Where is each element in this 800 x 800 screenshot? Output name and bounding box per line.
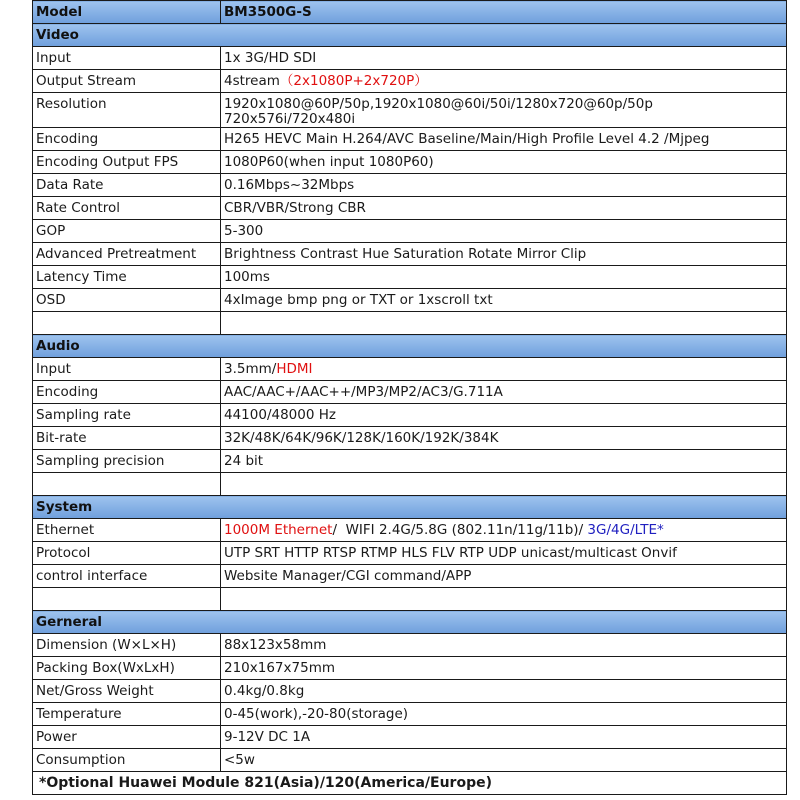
spec-value: 88x123x58mm	[221, 634, 787, 657]
spec-label: Input	[33, 47, 221, 70]
spec-value-text: 3.5mm/	[224, 361, 277, 377]
section-header-system	[33, 496, 787, 519]
spec-value: AAC/AAC+/AAC++/MP3/MP2/AC3/G.711A	[221, 381, 787, 404]
spec-value	[221, 519, 787, 542]
spec-row-bit-rate	[33, 427, 787, 450]
spec-value: 0-45(work),-20-80(storage)	[221, 703, 787, 726]
spec-value: 32K/48K/64K/96K/128K/160K/192K/384K	[221, 427, 787, 450]
model-value: BM3500G-S	[221, 1, 787, 24]
spec-label: Bit-rate	[33, 427, 221, 450]
spec-value: 5-300	[221, 220, 787, 243]
spec-value-highlight: （2x1080P+2x720P）	[279, 73, 428, 89]
spec-value	[221, 70, 787, 93]
model-label: Model	[33, 1, 221, 24]
spec-row-audio-input	[33, 358, 787, 381]
spec-label: Encoding Output FPS	[33, 151, 221, 174]
spec-value-highlight: 1000M Ethernet	[224, 522, 333, 538]
spec-value: 24 bit	[221, 450, 787, 473]
spec-label: Latency Time	[33, 266, 221, 289]
spec-row-video-input	[33, 47, 787, 70]
spec-row-control-interface	[33, 565, 787, 588]
spec-row-resolution	[33, 93, 787, 128]
spec-value: 44100/48000 Hz	[221, 404, 787, 427]
spec-value-text: 4stream	[224, 73, 280, 89]
section-title: Video	[33, 24, 787, 47]
spacer-row	[33, 473, 787, 496]
spec-row-ethernet	[33, 519, 787, 542]
spec-label: OSD	[33, 289, 221, 312]
spec-row-video-encoding	[33, 128, 787, 151]
section-title: Gerneral	[33, 611, 787, 634]
spec-label: Sampling precision	[33, 450, 221, 473]
spec-row-latency	[33, 266, 787, 289]
spec-row-osd	[33, 289, 787, 312]
spec-label: Sampling rate	[33, 404, 221, 427]
spec-value: 4xImage bmp png or TXT or 1xscroll txt	[221, 289, 787, 312]
spec-label: Advanced Pretreatment	[33, 243, 221, 266]
spec-value: <5w	[221, 749, 787, 772]
section-header-audio	[33, 335, 787, 358]
spec-value: 210x167x75mm	[221, 657, 787, 680]
spec-value: UTP SRT HTTP RTSP RTMP HLS FLV RTP UDP unicast/multicast Onvif	[221, 542, 787, 565]
spec-row-dimension	[33, 634, 787, 657]
spec-value	[221, 93, 787, 128]
spec-label: Protocol	[33, 542, 221, 565]
spec-row-packing-box	[33, 657, 787, 680]
spec-value: H265 HEVC Main H.264/AVC Baseline/Main/High Profile Level 4.2 /Mjpeg	[221, 128, 787, 151]
spec-label: control interface	[33, 565, 221, 588]
spec-row-audio-encoding	[33, 381, 787, 404]
spec-label: Data Rate	[33, 174, 221, 197]
spec-value: 1x 3G/HD SDI	[221, 47, 787, 70]
spec-row-rate-control	[33, 197, 787, 220]
section-header-general	[33, 611, 787, 634]
section-header-video	[33, 24, 787, 47]
spec-label: Dimension (W×L×H)	[33, 634, 221, 657]
spec-row-temperature	[33, 703, 787, 726]
spec-label: GOP	[33, 220, 221, 243]
spec-label: Encoding	[33, 128, 221, 151]
spec-value-line: 1920x1080@60P/50p,1920x1080@60i/50i/1280x720@60p/50p	[224, 96, 653, 112]
spec-row-protocol	[33, 542, 787, 565]
spec-value: 0.4kg/0.8kg	[221, 680, 787, 703]
footnote-row	[33, 772, 787, 795]
spec-label: Consumption	[33, 749, 221, 772]
spec-row-consumption	[33, 749, 787, 772]
spec-value: 1080P60(when input 1080P60)	[221, 151, 787, 174]
spec-label: Input	[33, 358, 221, 381]
spec-label: Encoding	[33, 381, 221, 404]
spec-value: Website Manager/CGI command/APP	[221, 565, 787, 588]
spec-row-gop	[33, 220, 787, 243]
spec-label: Temperature	[33, 703, 221, 726]
spec-label: Rate Control	[33, 197, 221, 220]
spec-label: Output Stream	[33, 70, 221, 93]
spec-row-power	[33, 726, 787, 749]
spec-table	[32, 0, 787, 795]
section-title: Audio	[33, 335, 787, 358]
spec-row-output-stream	[33, 70, 787, 93]
spec-label: Resolution	[33, 93, 221, 128]
footnote: *Optional Huawei Module 821(Asia)/120(America/Europe)	[33, 772, 787, 795]
spec-row-output-fps	[33, 151, 787, 174]
spacer-row	[33, 312, 787, 335]
spec-row-sampling-rate	[33, 404, 787, 427]
spec-label: Packing Box(WxLxH)	[33, 657, 221, 680]
spacer-row	[33, 588, 787, 611]
spec-value-highlight-blue: 3G/4G/LTE*	[587, 522, 664, 538]
spec-value: 100ms	[221, 266, 787, 289]
spec-value-text: / WIFI 2.4G/5.8G (802.11n/11g/11b)/	[332, 522, 588, 538]
spec-row-data-rate	[33, 174, 787, 197]
model-header-row	[33, 1, 787, 24]
spec-row-sampling-precision	[33, 450, 787, 473]
spec-value: CBR/VBR/Strong CBR	[221, 197, 787, 220]
spec-row-weight	[33, 680, 787, 703]
spec-value: 9-12V DC 1A	[221, 726, 787, 749]
spec-label: Power	[33, 726, 221, 749]
section-title: System	[33, 496, 787, 519]
spec-value: 0.16Mbps~32Mbps	[221, 174, 787, 197]
spec-label: Ethernet	[33, 519, 221, 542]
spec-value	[221, 358, 787, 381]
spec-value-line: 720x576i/720x480i	[224, 111, 356, 127]
spec-row-pretreatment	[33, 243, 787, 266]
spec-value: Brightness Contrast Hue Saturation Rotate Mirror Clip	[221, 243, 787, 266]
spec-value-highlight: HDMI	[276, 361, 313, 377]
spec-label: Net/Gross Weight	[33, 680, 221, 703]
